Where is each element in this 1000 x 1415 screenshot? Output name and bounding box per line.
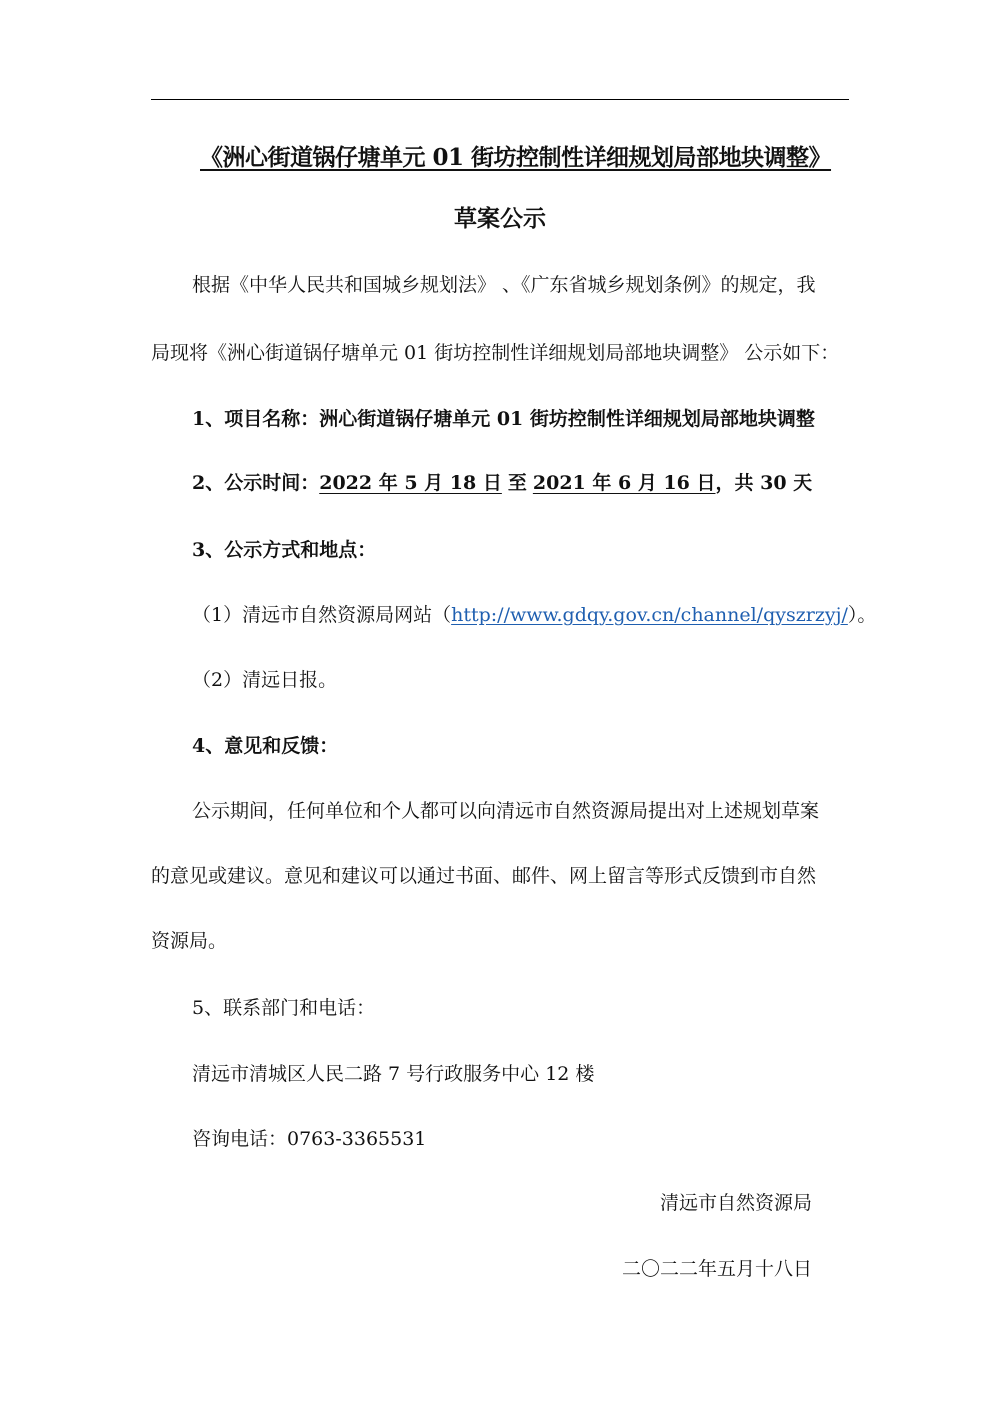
feedback-paragraph-line-2: 的意见或建议。意见和建议可以通过书面、邮件、网上留言等形式反馈到市自然 [151, 865, 817, 887]
item-contact-heading: 5、联系部门和电话： [192, 997, 376, 1019]
feedback-paragraph-line-1: 公示期间，任何单位和个人都可以向清远市自然资源局提出对上述规划草案 [192, 800, 820, 822]
document-title: 《洲心街道锅仔塘单元 01 街坊控制性详细规划局部地块调整》 [200, 144, 832, 171]
item-publicity-newspaper: （2）清远日报。 [192, 669, 338, 691]
contact-phone: 咨询电话：0763-3365531 [192, 1128, 427, 1150]
document-subtitle: 草案公示 [454, 205, 546, 232]
intro-paragraph-line-1: 根据《中华人民共和国城乡规划法》 、《广东省城乡规划条例》的规定，我 [192, 274, 816, 296]
issue-date: 二〇二二年五月十八日 [621, 1258, 812, 1280]
website-suffix: ）。 [847, 604, 877, 626]
item-publicity-period [192, 470, 812, 496]
publicity-duration: ，共 30 天 [715, 472, 813, 494]
contact-address: 清远市清城区人民二路 7 号行政服务中心 12 楼 [192, 1063, 595, 1085]
intro-paragraph-line-2: 局现将《洲心街道锅仔塘单元 01 街坊控制性详细规划局部地块调整》 公示如下： [151, 342, 840, 364]
publicity-end-date: 2021 年 6 月 16 日 [532, 472, 716, 494]
item-feedback-heading: 4、意见和反馈： [192, 735, 339, 757]
feedback-paragraph-line-3: 资源局。 [151, 930, 228, 952]
issuer-signature: 清远市自然资源局 [659, 1192, 812, 1214]
item-publicity-website [192, 602, 876, 628]
publicity-start-date: 2022 年 5 月 18 日 [319, 472, 502, 494]
publicity-to-text: 至 [507, 472, 527, 494]
publicity-period-label: 2、公示时间： [192, 472, 320, 494]
header-rule [151, 99, 849, 100]
item-project-name: 1、项目名称：洲心街道锅仔塘单元 01 街坊控制性详细规划局部地块调整 [192, 408, 815, 430]
bureau-website-link[interactable]: http://www.gdqy.gov.cn/channel/qyszrzyj/ [451, 604, 848, 626]
item-publicity-method-heading: 3、公示方式和地点： [192, 539, 377, 561]
website-prefix: （1）清远市自然资源局网站（ [192, 604, 452, 626]
